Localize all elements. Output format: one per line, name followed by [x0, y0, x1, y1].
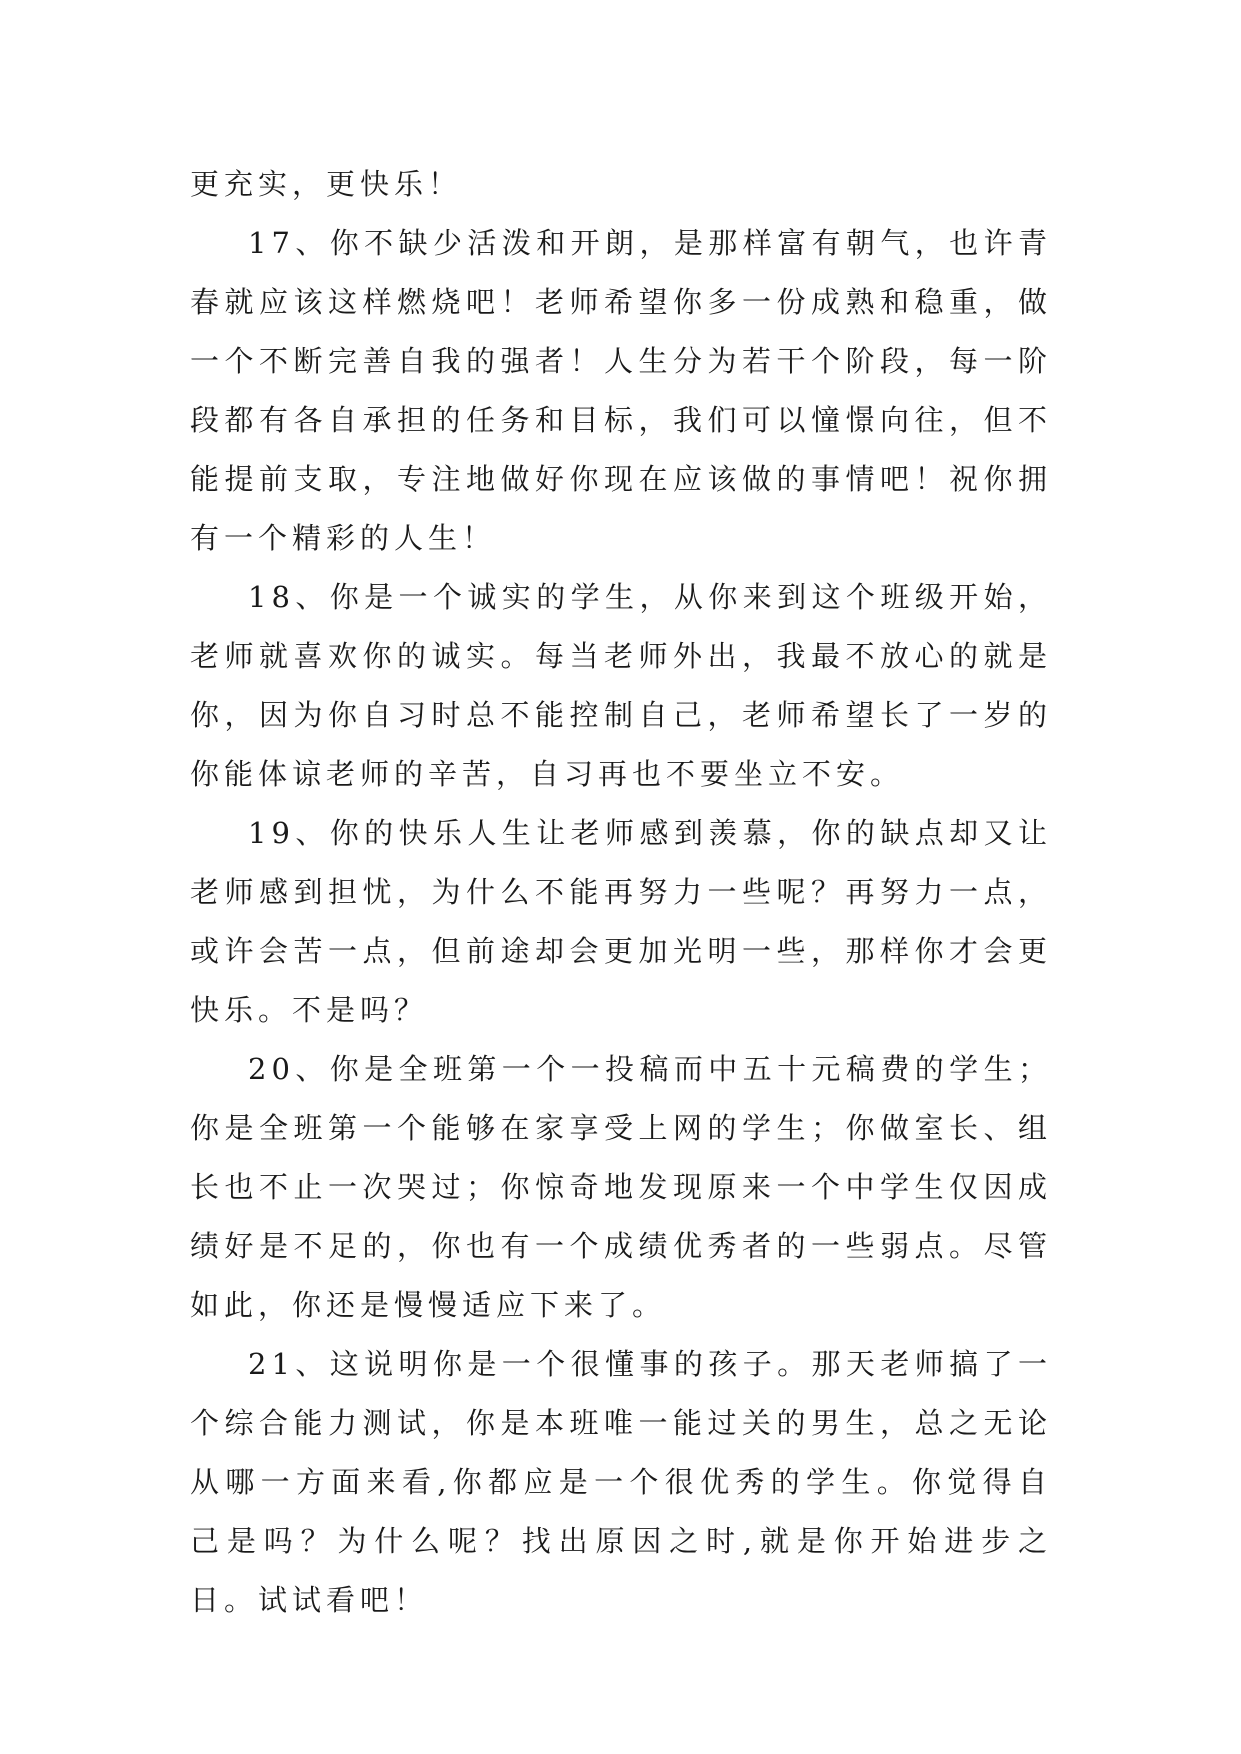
- paragraph-21: 21、这说明你是一个很懂事的孩子。那天老师搞了一个综合能力测试，你是本班唯一能过关的男生，总之无论从哪一方面来看,你都应是一个很优秀的学生。你觉得自己是吗？为什么呢？找出原因之时,就是你开始进步之日。试试看吧！: [190, 1347, 1052, 1617]
- paragraph-18: 18、你是一个诚实的学生，从你来到这个班级开始，老师就喜欢你的诚实。每当老师外出，我最不放心的就是你，因为你自习时总不能控制自己，老师希望长了一岁的你能体谅老师的辛苦，自习再也不要坐立不安。: [190, 580, 1052, 791]
- paragraph-17: 17、你不缺少活泼和开朗，是那样富有朝气，也许青春就应该这样燃烧吧！老师希望你多一份成熟和稳重，做一个不断完善自我的强者！人生分为若干个阶段，每一阶段都有各自承担的任务和目标，我们可以憧憬向往，但不能提前支取，专注地做好你现在应该做的事情吧！祝你拥有一个精彩的人生！: [190, 226, 1052, 555]
- document-body: [190, 155, 1052, 1630]
- paragraph-19: 19、你的快乐人生让老师感到羡慕，你的缺点却又让老师感到担忧，为什么不能再努力一些呢？再努力一点，或许会苦一点，但前途却会更加光明一些，那样你才会更快乐。不是吗？: [190, 816, 1052, 1027]
- paragraph-continued: 更充实，更快乐！: [190, 167, 463, 201]
- paragraph-20: 20、你是全班第一个一投稿而中五十元稿费的学生；你是全班第一个能够在家享受上网的学生；你做室长、组长也不止一次哭过；你惊奇地发现原来一个中学生仅因成绩好是不足的，你也有一个成绩优秀者的一些弱点。尽管如此，你还是慢慢适应下来了。: [190, 1052, 1052, 1322]
